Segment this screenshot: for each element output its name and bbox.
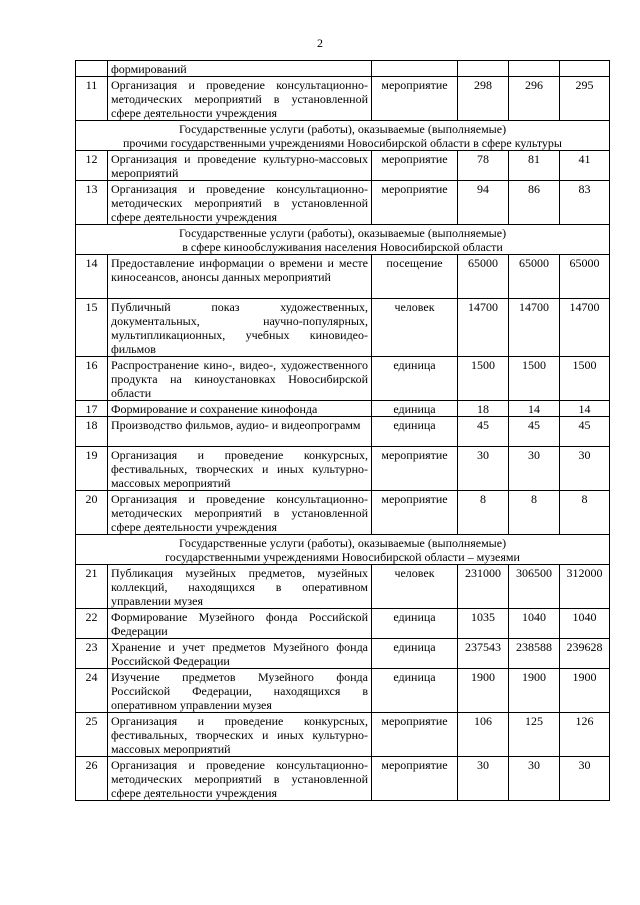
section-title: [76, 535, 610, 565]
section-header-row: [76, 121, 610, 151]
row-number: 16: [76, 357, 108, 401]
row-number: 22: [76, 609, 108, 639]
table-row: [76, 255, 610, 299]
value-year-1: 1035: [458, 609, 509, 639]
value-year-2: [509, 61, 560, 77]
row-number: 12: [76, 151, 108, 181]
row-number: 26: [76, 757, 108, 801]
value-year-1: 30: [458, 447, 509, 491]
value-year-1: 94: [458, 181, 509, 225]
table-row: [76, 299, 610, 357]
value-year-1: [458, 61, 509, 77]
table-row: [76, 609, 610, 639]
value-year-1: 1900: [458, 669, 509, 713]
value-year-1: 18: [458, 401, 509, 417]
row-number: 25: [76, 713, 108, 757]
section-title-line2: прочими государственными учреждениями Новосибирской области в сфере культуры: [123, 136, 562, 150]
value-year-1: 231000: [458, 565, 509, 609]
page-number: 2: [317, 36, 323, 50]
table-row: [76, 639, 610, 669]
unit-of-measure: мероприятие: [372, 181, 458, 225]
service-name: Организация и проведение конкурсных, фестивальных, творческих и иных культурно-массовых мероприятий: [108, 447, 372, 491]
unit-of-measure: единица: [372, 417, 458, 447]
table-row: [76, 447, 610, 491]
value-year-2: 45: [509, 417, 560, 447]
value-year-1: 65000: [458, 255, 509, 299]
value-year-2: 81: [509, 151, 560, 181]
service-name: Хранение и учет предметов Музейного фонда Российской Федерации: [108, 639, 372, 669]
unit-of-measure: посещение: [372, 255, 458, 299]
value-year-3: 14: [560, 401, 610, 417]
service-name: формирований: [108, 61, 372, 77]
service-name: Предоставление информации о времени и месте киносеансов, анонсы данных мероприятий: [108, 255, 372, 299]
table-row: [76, 669, 610, 713]
value-year-2: 30: [509, 757, 560, 801]
value-year-3: 1900: [560, 669, 610, 713]
value-year-1: 106: [458, 713, 509, 757]
section-title: [76, 225, 610, 255]
table-row: [76, 713, 610, 757]
row-number: 23: [76, 639, 108, 669]
value-year-2: 1040: [509, 609, 560, 639]
value-year-3: 65000: [560, 255, 610, 299]
table-row: [76, 491, 610, 535]
unit-of-measure: единица: [372, 357, 458, 401]
value-year-1: 298: [458, 77, 509, 121]
value-year-2: 30: [509, 447, 560, 491]
service-name: Публикация музейных предметов, музейных коллекций, находящихся в оперативном управлении музея: [108, 565, 372, 609]
service-name: Организация и проведение культурно-массовых мероприятий: [108, 151, 372, 181]
value-year-3: 295: [560, 77, 610, 121]
row-number: 11: [76, 77, 108, 121]
service-name: Распространение кино-, видео-, художественного продукта на киноустановках Новосибирской области: [108, 357, 372, 401]
value-year-2: 306500: [509, 565, 560, 609]
unit-of-measure: мероприятие: [372, 447, 458, 491]
unit-of-measure: мероприятие: [372, 151, 458, 181]
value-year-1: 1500: [458, 357, 509, 401]
service-name: Формирование Музейного фонда Российской Федерации: [108, 609, 372, 639]
row-number: 19: [76, 447, 108, 491]
service-name: Публичный показ художественных, документальных, научно-популярных, мультипликационных, учебных киновидео-фильмов: [108, 299, 372, 357]
value-year-2: 14: [509, 401, 560, 417]
unit-of-measure: мероприятие: [372, 757, 458, 801]
table-row: [76, 77, 610, 121]
value-year-2: 14700: [509, 299, 560, 357]
unit-of-measure: [372, 61, 458, 77]
row-number: 24: [76, 669, 108, 713]
unit-of-measure: единица: [372, 669, 458, 713]
value-year-3: 41: [560, 151, 610, 181]
value-year-3: 30: [560, 447, 610, 491]
service-name: Организация и проведение консультационно-методических мероприятий в установленной сфере деятельности учреждения: [108, 181, 372, 225]
table-row: [76, 401, 610, 417]
value-year-3: 1040: [560, 609, 610, 639]
value-year-3: 1500: [560, 357, 610, 401]
table-row: [76, 357, 610, 401]
section-title-line2: государственными учреждениями Новосибирской области – музеями: [165, 550, 520, 564]
unit-of-measure: единица: [372, 609, 458, 639]
table-row: [76, 565, 610, 609]
row-number: [76, 61, 108, 77]
row-number: 17: [76, 401, 108, 417]
section-title-line2: в сфере кинообслуживания населения Новосибирской области: [182, 240, 503, 254]
value-year-2: 8: [509, 491, 560, 535]
unit-of-measure: мероприятие: [372, 491, 458, 535]
services-table: [75, 60, 610, 801]
service-name: Производство фильмов, аудио- и видеопрограмм: [108, 417, 372, 447]
service-name: Организация и проведение консультационно-методических мероприятий в установленной сфере деятельности учреждения: [108, 77, 372, 121]
row-number: 14: [76, 255, 108, 299]
value-year-2: 65000: [509, 255, 560, 299]
unit-of-measure: человек: [372, 565, 458, 609]
section-title-line1: Государственные услуги (работы), оказываемые (выполняемые): [178, 122, 507, 136]
section-header-row: [76, 225, 610, 255]
value-year-1: 14700: [458, 299, 509, 357]
section-title: [76, 121, 610, 151]
value-year-3: 239628: [560, 639, 610, 669]
section-title-line1: Государственные услуги (работы), оказываемые (выполняемые): [178, 226, 507, 240]
table-row: [76, 151, 610, 181]
unit-of-measure: единица: [372, 401, 458, 417]
value-year-1: 30: [458, 757, 509, 801]
value-year-2: 1500: [509, 357, 560, 401]
service-name: Организация и проведение консультационно-методических мероприятий в установленной сфере деятельности учреждения: [108, 757, 372, 801]
value-year-3: 126: [560, 713, 610, 757]
value-year-3: 8: [560, 491, 610, 535]
value-year-3: 30: [560, 757, 610, 801]
row-number: 13: [76, 181, 108, 225]
row-number: 21: [76, 565, 108, 609]
value-year-3: 14700: [560, 299, 610, 357]
value-year-2: 125: [509, 713, 560, 757]
row-number: 18: [76, 417, 108, 447]
table-body: [76, 61, 610, 801]
unit-of-measure: единица: [372, 639, 458, 669]
value-year-3: [560, 61, 610, 77]
row-number: 20: [76, 491, 108, 535]
service-name: Формирование и сохранение кинофонда: [108, 401, 372, 417]
unit-of-measure: мероприятие: [372, 77, 458, 121]
table-row: [76, 417, 610, 447]
table-row: [76, 757, 610, 801]
table-row: [76, 61, 610, 77]
value-year-2: 1900: [509, 669, 560, 713]
section-header-row: [76, 535, 610, 565]
value-year-3: 83: [560, 181, 610, 225]
value-year-3: 45: [560, 417, 610, 447]
service-name: Организация и проведение конкурсных, фестивальных, творческих и иных культурно-массовых мероприятий: [108, 713, 372, 757]
value-year-3: 312000: [560, 565, 610, 609]
unit-of-measure: мероприятие: [372, 713, 458, 757]
value-year-1: 237543: [458, 639, 509, 669]
value-year-2: 238588: [509, 639, 560, 669]
section-title-line1: Государственные услуги (работы), оказываемые (выполняемые): [178, 536, 507, 550]
value-year-2: 296: [509, 77, 560, 121]
service-name: Изучение предметов Музейного фонда Российской Федерации, находящихся в оперативном управлении музея: [108, 669, 372, 713]
value-year-1: 78: [458, 151, 509, 181]
value-year-2: 86: [509, 181, 560, 225]
service-name: Организация и проведение консультационно-методических мероприятий в установленной сфере деятельности учреждения: [108, 491, 372, 535]
value-year-1: 8: [458, 491, 509, 535]
table-row: [76, 181, 610, 225]
unit-of-measure: человек: [372, 299, 458, 357]
row-number: 15: [76, 299, 108, 357]
value-year-1: 45: [458, 417, 509, 447]
